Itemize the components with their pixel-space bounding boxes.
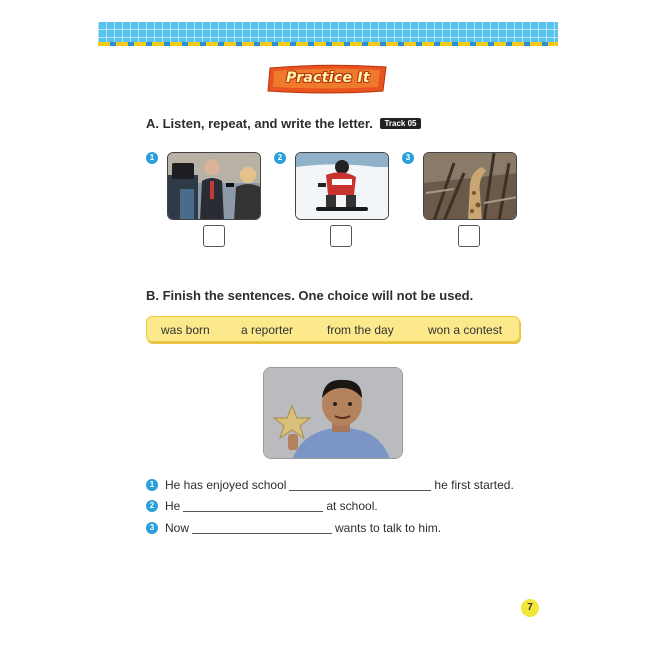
boy-image — [264, 368, 403, 459]
snowboarder-image — [296, 153, 389, 220]
giraffe-image — [424, 153, 517, 220]
item-number-2: 2 — [274, 152, 286, 164]
section-a-heading — [146, 116, 421, 131]
answer-box-2[interactable] — [330, 225, 352, 247]
sentence-3 — [165, 521, 441, 535]
banner-title: Practice It — [286, 70, 370, 86]
word-choice[interactable]: won a contest — [428, 323, 503, 337]
sentence-1 — [165, 478, 514, 492]
photo-boy-with-star — [263, 367, 403, 459]
practice-it-banner — [266, 64, 390, 94]
header-band — [98, 22, 558, 46]
sentence-1-end: he first started. — [434, 478, 514, 492]
sentence-2-start: He — [165, 499, 181, 513]
item-number-3: 3 — [402, 152, 414, 164]
item-number-1: 1 — [146, 152, 158, 164]
blank-3[interactable] — [192, 533, 332, 534]
header-stripe — [98, 42, 558, 46]
page-number: 7 — [521, 599, 539, 617]
blank-2[interactable] — [183, 511, 323, 512]
track-badge[interactable]: Track 05 — [380, 118, 420, 129]
word-bank — [146, 316, 520, 342]
word-choice[interactable]: from the day — [327, 323, 394, 337]
sentence-1-start: He has enjoyed school — [165, 478, 287, 492]
sentence-3-end: wants to talk to him. — [335, 521, 442, 535]
section-a-instruction: A. Listen, repeat, and write the letter. — [146, 116, 373, 131]
reporter-image — [168, 153, 261, 220]
blank-1[interactable] — [289, 490, 431, 491]
photo-reporter — [167, 152, 261, 220]
sentence-2 — [165, 499, 378, 513]
sentence-number-2: 2 — [146, 500, 158, 512]
photo-giraffe — [423, 152, 517, 220]
word-choice[interactable]: a reporter — [241, 323, 294, 337]
photo-snowboarder — [295, 152, 389, 220]
answer-box-1[interactable] — [203, 225, 225, 247]
sentence-3-start: Now — [165, 521, 190, 535]
answer-box-3[interactable] — [458, 225, 480, 247]
sentence-number-1: 1 — [146, 479, 158, 491]
word-choice[interactable]: was born — [161, 323, 210, 337]
sentence-2-end: at school. — [326, 499, 378, 513]
section-b-heading: B. Finish the sentences. One choice will not be used. — [146, 288, 474, 303]
sentence-number-3: 3 — [146, 522, 158, 534]
